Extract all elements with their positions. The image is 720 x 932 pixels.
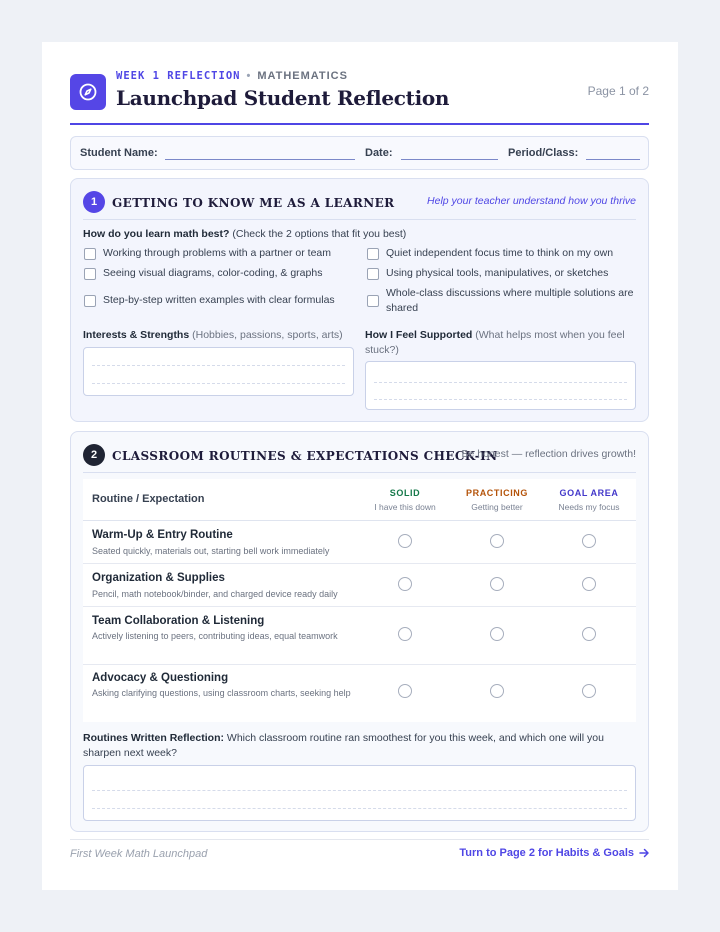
- radio-practicing[interactable]: [490, 684, 504, 698]
- table-header: [83, 479, 636, 521]
- routine-title: Warm-Up & Entry Routine: [92, 529, 233, 541]
- section-routines: [70, 431, 649, 832]
- option-label: Using physical tools, manipulatives, or sketches: [386, 267, 609, 279]
- checkbox-visual[interactable]: [84, 268, 96, 280]
- column-key: GOAL AREA: [559, 488, 619, 498]
- column-key: PRACTICING: [466, 488, 528, 498]
- student-name-field[interactable]: [165, 159, 355, 160]
- radio-goal-area[interactable]: [582, 577, 596, 591]
- section-note: Help your teacher understand how you thrive: [427, 195, 636, 207]
- routine-title: Advocacy & Questioning: [92, 672, 229, 684]
- section-title: GETTING TO KNOW ME AS A LEARNER: [112, 196, 395, 210]
- column-sub: Needs my focus: [558, 502, 620, 512]
- student-name-label: Student Name:: [80, 147, 158, 159]
- date-label: Date:: [365, 147, 393, 159]
- radio-practicing[interactable]: [490, 627, 504, 641]
- question-hint: (Check the 2 options that fit you best): [232, 228, 407, 240]
- reflection-prompt: [83, 731, 636, 761]
- supported-hint: (What helps most when you feel stuck?): [365, 329, 625, 356]
- header-divider: [70, 123, 649, 125]
- routine-description: Actively listening to peers, contributing ideas, equal teamwork: [92, 631, 338, 641]
- writing-line: [374, 382, 627, 383]
- worksheet-page: [42, 42, 678, 890]
- question-text: How do you learn math best?: [83, 228, 230, 240]
- page-indicator: Page 1 of 2: [587, 84, 649, 98]
- table-row: [83, 665, 636, 722]
- footer-divider: [70, 839, 649, 840]
- option-label: Working through problems with a partner or team: [103, 247, 331, 259]
- section-number: 1: [83, 191, 105, 213]
- table-row: [83, 607, 636, 665]
- column-header-practicing: [452, 488, 542, 512]
- writing-line: [92, 790, 627, 791]
- checkbox-physical[interactable]: [367, 268, 379, 280]
- column-header-solid: [360, 488, 450, 512]
- checkbox-discussion[interactable]: [367, 295, 379, 307]
- eyebrow-separator: •: [246, 70, 252, 82]
- routine-description: Seated quickly, materials out, starting bell work immediately: [92, 546, 330, 556]
- section-note: Be honest — reflection drives growth!: [461, 448, 636, 460]
- learning-question: [83, 228, 406, 240]
- supported-label-text: How I Feel Supported: [365, 329, 473, 341]
- interests-textarea[interactable]: [83, 347, 354, 396]
- section-learner: [70, 178, 649, 422]
- interests-label: [83, 328, 353, 343]
- period-label: Period/Class:: [508, 147, 579, 159]
- writing-line: [92, 808, 627, 809]
- interests-hint: (Hobbies, passions, sports, arts): [192, 329, 343, 341]
- eyebrow: [116, 70, 348, 82]
- writing-line: [92, 383, 345, 384]
- radio-solid[interactable]: [398, 534, 412, 548]
- checkbox-independent[interactable]: [367, 248, 379, 260]
- routine-title: Team Collaboration & Listening: [92, 615, 265, 627]
- supported-textarea[interactable]: [365, 361, 636, 410]
- page-title: Launchpad Student Reflection: [116, 86, 450, 110]
- checkbox-partner[interactable]: [84, 248, 96, 260]
- table-row: [83, 564, 636, 607]
- option-label: Seeing visual diagrams, color-coding, & graphs: [103, 267, 323, 279]
- radio-solid[interactable]: [398, 627, 412, 641]
- reflection-textarea[interactable]: [83, 765, 636, 821]
- option-label: Step-by-step written examples with clear formulas: [103, 294, 335, 306]
- interests-label-text: Interests & Strengths: [83, 329, 190, 341]
- date-field[interactable]: [401, 159, 498, 160]
- eyebrow-week: WEEK 1 REFLECTION: [116, 70, 241, 82]
- section-number: 2: [83, 444, 105, 466]
- section-title: CLASSROOM ROUTINES & EXPECTATIONS CHECK-IN: [112, 449, 498, 463]
- reflection-label: Routines Written Reflection:: [83, 732, 224, 744]
- radio-goal-area[interactable]: [582, 627, 596, 641]
- option-label: Quiet independent focus time to think on my own: [386, 247, 614, 259]
- section-divider: [83, 219, 636, 220]
- writing-line: [374, 399, 627, 400]
- radio-goal-area[interactable]: [582, 684, 596, 698]
- radio-practicing[interactable]: [490, 577, 504, 591]
- next-page-link[interactable]: [459, 847, 650, 859]
- reflection-prompt-text: Which classroom routine ran smoothest for you this week, and which one will you sharpen next week?: [83, 732, 604, 759]
- eyebrow-subject: MATHEMATICS: [257, 70, 348, 82]
- column-header-goal-area: [544, 488, 634, 512]
- option-label: Whole-class discussions where multiple solutions are shared: [386, 287, 634, 314]
- column-key: SOLID: [389, 488, 421, 498]
- footer-title: First Week Math Launchpad: [70, 848, 208, 860]
- radio-goal-area[interactable]: [582, 534, 596, 548]
- column-sub: I have this down: [374, 502, 436, 512]
- checkbox-step-by-step[interactable]: [84, 295, 96, 307]
- routine-description: Pencil, math notebook/binder, and charged device ready daily: [92, 589, 338, 599]
- radio-solid[interactable]: [398, 684, 412, 698]
- supported-label: [365, 328, 630, 358]
- routines-table: [83, 479, 636, 722]
- arrow-right-icon: [638, 847, 650, 859]
- column-header-routine: Routine / Expectation: [92, 493, 205, 505]
- routine-description: Asking clarifying questions, using classroom charts, seeking help: [92, 688, 351, 698]
- next-page-label: Turn to Page 2 for Habits & Goals: [459, 847, 634, 859]
- compass-icon: [70, 74, 106, 110]
- section-divider: [83, 472, 636, 473]
- student-info-bar: [70, 136, 649, 170]
- radio-solid[interactable]: [398, 577, 412, 591]
- table-row: [83, 521, 636, 564]
- period-field[interactable]: [586, 159, 640, 160]
- radio-practicing[interactable]: [490, 534, 504, 548]
- routine-title: Organization & Supplies: [92, 572, 225, 584]
- column-sub: Getting better: [471, 502, 523, 512]
- writing-line: [92, 365, 345, 366]
